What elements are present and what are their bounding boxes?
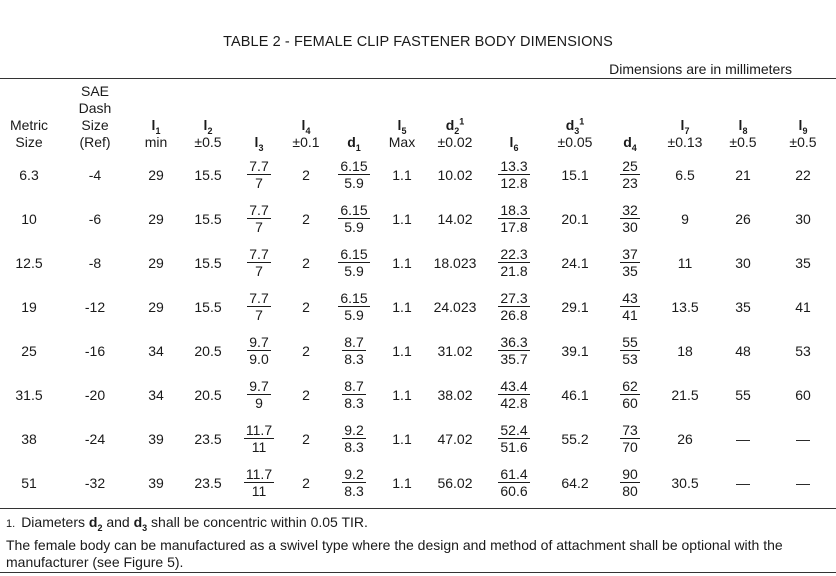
stacked-dimension: $\frac{11.7}{11}$ [245, 466, 273, 499]
table-cell: 14.02 [437, 211, 473, 227]
footnote-mid: and [102, 514, 134, 530]
table-cell [484, 197, 544, 241]
stacked-dimension: $\frac{7.7}{7}$ [249, 290, 269, 323]
table-cell: 10.02 [437, 167, 473, 183]
table-cell: 1.1 [392, 211, 412, 227]
page-bottom-rule [0, 572, 836, 573]
header-top-rule [0, 78, 836, 79]
stacked-dimension: $\frac{18.3}{17.8}$ [500, 202, 528, 235]
table-cell: 1.1 [392, 343, 412, 359]
table-cell: 19 [21, 299, 37, 315]
stacked-dimension: $\frac{36.3}{35.7}$ [500, 334, 528, 367]
table-cell [606, 417, 654, 461]
table-cell: 2 [302, 167, 310, 183]
table-cell: 21 [735, 167, 751, 183]
stacked-dimension: $\frac{8.7}{8.3}$ [344, 378, 364, 411]
stacked-dimension: $\frac{13.3}{12.8}$ [500, 158, 528, 191]
footnote-sym-d2: $d_2$ [88, 514, 103, 533]
stacked-dimension: $\frac{9.7}{9}$ [249, 378, 269, 411]
table-cell: 11 [677, 255, 693, 271]
stacked-dimension: $\frac{43.4}{42.8}$ [500, 378, 528, 411]
table-cell: 15.5 [194, 255, 222, 271]
column-header: $l_8$ ±0.5 [729, 117, 757, 150]
stacked-dimension: $\frac{7.7}{7}$ [249, 158, 269, 191]
dimensions-table [0, 80, 836, 505]
table-cell: 21.5 [671, 387, 699, 403]
table-cell: 13.5 [671, 299, 699, 315]
table-cell: 34 [148, 387, 164, 403]
column-header: $l_3$ [254, 134, 264, 153]
units-note: Dimensions are in millimeters [609, 61, 792, 77]
table-cell: 31.02 [437, 343, 473, 359]
table-cell [330, 241, 378, 285]
table-cell: 29 [148, 299, 164, 315]
table-cell: 23.5 [194, 475, 222, 491]
stacked-dimension: $\frac{25}{23}$ [622, 158, 638, 191]
table-cell: 6.3 [19, 167, 39, 183]
table-cell: 1.1 [392, 475, 412, 491]
table-cell: 15.1 [561, 167, 589, 183]
stacked-dimension: $\frac{9.2}{8.3}$ [344, 466, 364, 499]
table-row [0, 197, 836, 241]
table-cell: 46.1 [561, 387, 589, 403]
table-cell: -6 [88, 211, 102, 227]
table-title: TABLE 2 - FEMALE CLIP FASTENER BODY DIMENSIONS [223, 34, 613, 50]
stacked-dimension: $\frac{37}{35}$ [622, 246, 638, 279]
table-cell: 2 [302, 211, 310, 227]
table-cell [330, 417, 378, 461]
table-cell: 39 [148, 431, 164, 447]
table-cell: 39.1 [561, 343, 589, 359]
table-cell: 30 [735, 255, 751, 271]
table-cell [236, 373, 282, 417]
table-cell: 41 [795, 299, 811, 315]
table-cell: 60 [795, 387, 811, 403]
table-cell [484, 241, 544, 285]
table-cell [236, 285, 282, 329]
table-cell: 48 [735, 343, 751, 359]
column-header: SAE Dash Size (Ref) [78, 83, 112, 150]
table-cell: — [796, 431, 810, 447]
table-cell [236, 417, 282, 461]
stacked-dimension: $\frac{11.7}{11}$ [245, 422, 273, 455]
table-row [0, 285, 836, 329]
table-cell [606, 461, 654, 505]
table-cell [330, 373, 378, 417]
table-cell: -4 [88, 167, 102, 183]
table-cell [330, 197, 378, 241]
stacked-dimension: $\frac{52.4}{51.6}$ [500, 422, 528, 455]
table-cell: 10 [21, 211, 37, 227]
table-cell: — [736, 475, 750, 491]
table-row [0, 241, 836, 285]
stacked-dimension: $\frac{6.15}{5.9}$ [340, 290, 368, 323]
table-cell: -12 [84, 299, 106, 315]
table-cell: 47.02 [437, 431, 473, 447]
footnote-number: 1. [6, 518, 16, 530]
stacked-dimension: $\frac{55}{53}$ [622, 334, 638, 367]
table-cell: 29 [148, 167, 164, 183]
table-cell: 26 [735, 211, 751, 227]
table-cell: 15.5 [194, 299, 222, 315]
stacked-dimension: $\frac{62}{60}$ [622, 378, 638, 411]
table-cell: 12.5 [15, 255, 43, 271]
table-cell: 38 [21, 431, 37, 447]
table-cell [606, 241, 654, 285]
table-cell: 24.023 [433, 299, 477, 315]
table-cell [330, 329, 378, 373]
table-cell: 18.023 [433, 255, 477, 271]
table-bottom-rule [0, 508, 836, 509]
stacked-dimension: $\frac{9.7}{9.0}$ [249, 334, 269, 367]
stacked-dimension: $\frac{61.4}{60.6}$ [500, 466, 528, 499]
table-cell: 2 [302, 255, 310, 271]
table-cell [484, 285, 544, 329]
table-cell: 6.5 [675, 167, 695, 183]
footnote [6, 514, 368, 533]
table-cell [606, 153, 654, 197]
table-cell [484, 329, 544, 373]
table-cell: 26 [677, 431, 693, 447]
table-cell: 35 [795, 255, 811, 271]
table-cell: 34 [148, 343, 164, 359]
table-cell [330, 461, 378, 505]
table-cell: 31.5 [15, 387, 43, 403]
table-cell [606, 373, 654, 417]
column-header: Metric Size [9, 117, 49, 150]
table-cell: 1.1 [392, 255, 412, 271]
column-header: $l_5$ Max [388, 117, 416, 150]
stacked-dimension: $\frac{7.7}{7}$ [249, 202, 269, 235]
table-cell: 39 [148, 475, 164, 491]
table-cell: 29 [148, 211, 164, 227]
table-cell: 15.5 [194, 167, 222, 183]
table-cell: -24 [84, 431, 106, 447]
table-cell: 9 [681, 211, 689, 227]
table-cell: 2 [302, 431, 310, 447]
stacked-dimension: $\frac{27.3}{26.8}$ [500, 290, 528, 323]
table-cell [606, 197, 654, 241]
table-cell [236, 461, 282, 505]
stacked-dimension: $\frac{6.15}{5.9}$ [340, 202, 368, 235]
table-row [0, 153, 836, 197]
table-body [0, 153, 836, 505]
table-cell [330, 153, 378, 197]
table-row [0, 329, 836, 373]
table-cell: 55.2 [561, 431, 589, 447]
table-cell [484, 461, 544, 505]
column-header: $d_2^1$ ±0.02 [437, 116, 473, 150]
table-cell: 1.1 [392, 167, 412, 183]
table-cell: 1.1 [392, 299, 412, 315]
table-cell: 1.1 [392, 431, 412, 447]
table-cell: -16 [84, 343, 106, 359]
table-cell [236, 197, 282, 241]
table-cell: 29.1 [561, 299, 589, 315]
table-cell: 20.1 [561, 211, 589, 227]
table-cell [236, 153, 282, 197]
table-cell [330, 285, 378, 329]
table-cell: 22 [795, 167, 811, 183]
table-row [0, 417, 836, 461]
table-cell: 2 [302, 343, 310, 359]
column-header: $l_6$ [509, 134, 519, 153]
table-cell: 24.1 [561, 255, 589, 271]
column-header: $l_4$ ±0.1 [292, 117, 320, 150]
stacked-dimension: $\frac{8.7}{8.3}$ [344, 334, 364, 367]
table-cell: -20 [84, 387, 106, 403]
table-cell: 64.2 [561, 475, 589, 491]
table-cell: 38.02 [437, 387, 473, 403]
table-row [0, 461, 836, 505]
stacked-dimension: $\frac{90}{80}$ [622, 466, 638, 499]
table-cell: 20.5 [194, 343, 222, 359]
table-cell [606, 285, 654, 329]
table-cell [236, 329, 282, 373]
column-header: $l_7$ ±0.13 [667, 117, 703, 150]
stacked-dimension: $\frac{7.7}{7}$ [249, 246, 269, 279]
table-cell: 15.5 [194, 211, 222, 227]
table-cell: -32 [84, 475, 106, 491]
stacked-dimension: $\frac{32}{30}$ [622, 202, 638, 235]
column-header: $d_3^1$ ±0.05 [557, 116, 593, 150]
table-cell: 29 [148, 255, 164, 271]
table-cell: 25 [21, 343, 37, 359]
table-cell: 2 [302, 475, 310, 491]
stacked-dimension: $\frac{9.2}{8.3}$ [344, 422, 364, 455]
table-cell: 2 [302, 299, 310, 315]
table-cell [484, 153, 544, 197]
table-cell: 35 [735, 299, 751, 315]
table-cell: 2 [302, 387, 310, 403]
column-header: $d_4$ [623, 134, 637, 153]
table-cell: 51 [21, 475, 37, 491]
column-header: $l_9$ ±0.5 [789, 117, 817, 150]
table-row [0, 373, 836, 417]
stacked-dimension: $\frac{73}{70}$ [622, 422, 638, 455]
table-cell: 55 [735, 387, 751, 403]
table-cell: — [796, 475, 810, 491]
table-cell [484, 417, 544, 461]
stacked-dimension: $\frac{43}{41}$ [622, 290, 638, 323]
column-header: $d_1$ [347, 134, 361, 153]
table-cell: — [736, 431, 750, 447]
stacked-dimension: $\frac{6.15}{5.9}$ [340, 158, 368, 191]
manufacturing-note: The female body can be manufactured as a swivel type where the design and method of attachment shall be optional with the manufacturer (see Figure 5). [6, 537, 783, 570]
table-cell: 56.02 [437, 475, 473, 491]
column-header: $l_1$ min [144, 117, 168, 150]
table-cell [236, 241, 282, 285]
table-cell: 53 [795, 343, 811, 359]
table-cell [606, 329, 654, 373]
table-cell: 20.5 [194, 387, 222, 403]
table-cell: 23.5 [194, 431, 222, 447]
stacked-dimension: $\frac{22.3}{21.8}$ [500, 246, 528, 279]
stacked-dimension: $\frac{6.15}{5.9}$ [340, 246, 368, 279]
footnote-sym-d3: $d_3$ [133, 514, 148, 533]
table-cell: 18 [677, 343, 693, 359]
table-cell: 1.1 [392, 387, 412, 403]
table-cell: 30.5 [671, 475, 699, 491]
footnote-post: shall be concentric within 0.05 TIR. [147, 514, 368, 530]
table-cell: -8 [88, 255, 102, 271]
table-cell: 30 [795, 211, 811, 227]
table-cell [484, 373, 544, 417]
footnote-pre: Diameters [21, 514, 89, 530]
header-row [0, 80, 836, 153]
column-header: $l_2$ ±0.5 [194, 117, 222, 150]
